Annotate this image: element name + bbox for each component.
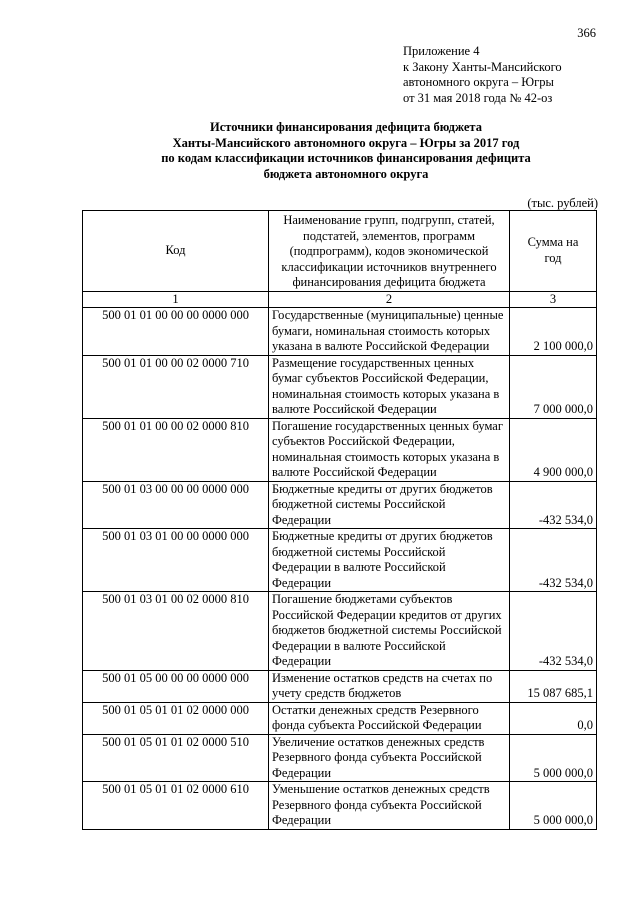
- row-name: Погашение государственных ценных бумаг субъектов Российской Федерации, номинальная стоимость которых указана в валюте Российской Федерации: [269, 418, 510, 481]
- row-name: Уменьшение остатков денежных средств Резервного фонда субъекта Российской Федерации: [269, 782, 510, 830]
- row-name: Погашение бюджетами субъектов Российской Федерации кредитов от других бюджетов бюджетной системы Российской Федерации в валюте Российской Федерации: [269, 592, 510, 671]
- title-line: Ханты-Мансийского автономного округа – Югры за 2017 год: [172, 135, 520, 150]
- appendix-note: [403, 44, 562, 106]
- row-name: Размещение государственных ценных бумаг субъектов Российской Федерации, номинальная стоимость которых указана в валюте Российской Федерации: [269, 355, 510, 418]
- table-row: [83, 782, 597, 830]
- header-sum-text: Сумма на год: [527, 235, 579, 265]
- column-number: 2: [269, 291, 510, 308]
- row-amount: 7 000 000,0: [510, 355, 597, 418]
- title-line: бюджета автономного округа: [263, 166, 429, 181]
- row-code: 500 01 01 00 00 02 0000 710: [83, 355, 269, 418]
- table-row: [83, 418, 597, 481]
- appendix-line: от 31 мая 2018 года № 42-оз: [403, 90, 553, 105]
- row-code: 500 01 01 00 00 02 0000 810: [83, 418, 269, 481]
- row-amount: 2 100 000,0: [510, 308, 597, 356]
- row-amount: -432 534,0: [510, 529, 597, 592]
- appendix-line: автономного округа – Югры: [403, 75, 554, 89]
- table-row: [83, 670, 597, 702]
- row-amount: 5 000 000,0: [510, 734, 597, 782]
- units-label: (тыс. рублей): [527, 196, 598, 210]
- table-row: [83, 529, 597, 592]
- row-name: Государственные (муниципальные) ценные бумаги, номинальная стоимость которых указана в валюте Российской Федерации: [269, 308, 510, 356]
- table-row: [83, 355, 597, 418]
- header-code: Код: [83, 211, 269, 292]
- row-code: 500 01 05 01 01 02 0000 610: [83, 782, 269, 830]
- row-code: 500 01 03 01 00 00 0000 000: [83, 529, 269, 592]
- financing-sources-table: [82, 210, 597, 830]
- row-name: Бюджетные кредиты от других бюджетов бюджетной системы Российской Федерации: [269, 481, 510, 529]
- row-code: 500 01 05 01 01 02 0000 000: [83, 702, 269, 734]
- title-line: Источники финансирования дефицита бюджета: [210, 120, 482, 134]
- row-code: 500 01 03 01 00 02 0000 810: [83, 592, 269, 671]
- header-sum: [510, 211, 597, 292]
- column-number: 3: [510, 291, 597, 308]
- appendix-line: Приложение 4: [403, 44, 480, 58]
- appendix-line: к Закону Ханты-Мансийского: [403, 59, 562, 74]
- table-row: [83, 481, 597, 529]
- document-title: [90, 120, 602, 182]
- page-number: 366: [577, 26, 596, 40]
- row-amount: 15 087 685,1: [510, 670, 597, 702]
- column-number: 1: [83, 291, 269, 308]
- row-name: Изменение остатков средств на счетах по учету средств бюджетов: [269, 670, 510, 702]
- row-amount: -432 534,0: [510, 592, 597, 671]
- row-code: 500 01 05 00 00 00 0000 000: [83, 670, 269, 702]
- row-code: 500 01 05 01 01 02 0000 510: [83, 734, 269, 782]
- row-code: 500 01 03 00 00 00 0000 000: [83, 481, 269, 529]
- row-amount: 4 900 000,0: [510, 418, 597, 481]
- header-name: Наименование групп, подгрупп, статей, подстатей, элементов, программ (подпрограмм), кодов экономической классификации источников внутреннего финансирования дефицита бюджета: [269, 211, 510, 292]
- table-row: [83, 702, 597, 734]
- row-amount: 5 000 000,0: [510, 782, 597, 830]
- row-code: 500 01 01 00 00 00 0000 000: [83, 308, 269, 356]
- table-row: [83, 592, 597, 671]
- row-name: Увеличение остатков денежных средств Резервного фонда субъекта Российской Федерации: [269, 734, 510, 782]
- row-name: Бюджетные кредиты от других бюджетов бюджетной системы Российской Федерации в валюте Российской Федерации: [269, 529, 510, 592]
- row-amount: 0,0: [510, 702, 597, 734]
- table-row: [83, 308, 597, 356]
- row-name: Остатки денежных средств Резервного фонда субъекта Российской Федерации: [269, 702, 510, 734]
- row-amount: -432 534,0: [510, 481, 597, 529]
- table-row: [83, 734, 597, 782]
- title-line: по кодам классификации источников финансирования дефицита: [161, 151, 531, 165]
